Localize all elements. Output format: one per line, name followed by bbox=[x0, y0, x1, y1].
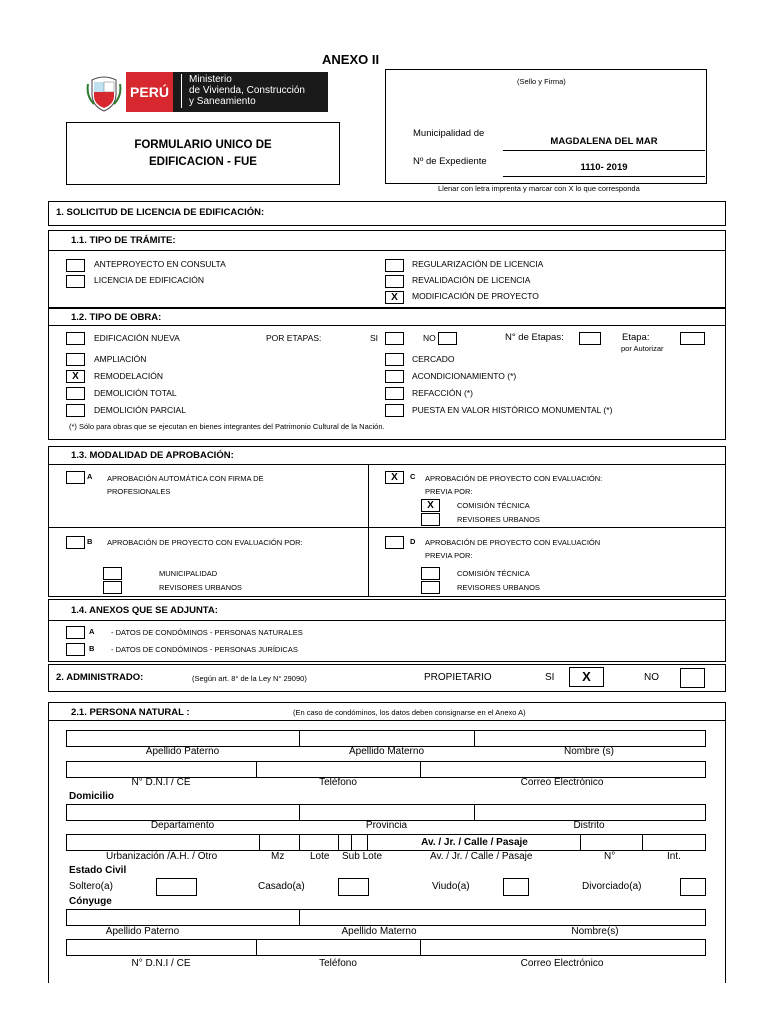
administrado-law: (Según art. 8° de la Ley N° 29090) bbox=[192, 674, 307, 683]
anexo-b-letter: B bbox=[89, 644, 95, 653]
tramite-modificacion-label: MODIFICACIÓN DE PROYECTO bbox=[412, 291, 539, 301]
conyuge-correo-input[interactable] bbox=[420, 939, 706, 956]
tramite-licencia-label: LICENCIA DE EDIFICACIÓN bbox=[94, 275, 205, 285]
estado-civil-label: Estado Civil bbox=[69, 865, 127, 876]
urbanizacion-input[interactable] bbox=[66, 834, 261, 851]
anexos-section bbox=[48, 599, 726, 662]
obra-title: 1.2. TIPO DE OBRA: bbox=[71, 312, 162, 323]
interior-label: Int. bbox=[667, 851, 681, 862]
modalidad-c-line-2: PREVIA POR: bbox=[425, 487, 473, 496]
tramite-section bbox=[48, 230, 726, 309]
conyuge-ap-materno-input[interactable] bbox=[299, 909, 706, 926]
soltero-checkbox[interactable] bbox=[156, 878, 197, 896]
propietario-si-label: SI bbox=[545, 672, 555, 683]
modalidad-b-municipalidad-label: MUNICIPALIDAD bbox=[159, 569, 218, 578]
lote-input[interactable] bbox=[299, 834, 340, 851]
tramite-revalidacion-checkbox[interactable] bbox=[385, 275, 404, 288]
propietario-no-checkbox[interactable] bbox=[680, 668, 705, 688]
dni-label: N° D.N.I / CE bbox=[131, 777, 191, 788]
conyuge-ap-paterno-input[interactable] bbox=[66, 909, 301, 926]
departamento-label: Departamento bbox=[150, 820, 215, 831]
section-1-header bbox=[48, 201, 726, 226]
telefono-label: Teléfono bbox=[319, 777, 357, 788]
etapas-no-label: NO bbox=[423, 333, 436, 343]
ap-materno-label: Apellido Materno bbox=[348, 746, 425, 757]
modalidad-d-letter: D bbox=[410, 537, 416, 546]
modalidad-a-checkbox[interactable] bbox=[66, 471, 85, 484]
obra-ampliacion-label: AMPLIACIÓN bbox=[94, 354, 147, 364]
telefono-input[interactable] bbox=[256, 761, 422, 778]
conyuge-dni-input[interactable] bbox=[66, 939, 258, 956]
via-input[interactable]: Av. / Jr. / Calle / Pasaje bbox=[367, 834, 582, 851]
anexo-a-checkbox[interactable] bbox=[66, 626, 85, 639]
modalidad-b-checkbox[interactable] bbox=[66, 536, 85, 549]
form-title-box bbox=[66, 122, 340, 185]
tramite-modificacion-checkbox[interactable]: X bbox=[385, 291, 404, 304]
form-title-line-1: FORMULARIO UNICO DE bbox=[134, 139, 272, 151]
etapas-no-checkbox[interactable] bbox=[438, 332, 457, 345]
modalidad-title: 1.3. MODALIDAD DE APROBACIÓN: bbox=[71, 450, 234, 461]
modalidad-b-municipalidad-checkbox[interactable] bbox=[103, 567, 122, 580]
tramite-anteproyecto-label: ANTEPROYECTO EN CONSULTA bbox=[94, 259, 226, 269]
ministry-banner bbox=[173, 72, 328, 112]
divorciado-label: Divorciado(a) bbox=[582, 881, 642, 892]
seal-label: (Sello y Firma) bbox=[517, 77, 566, 86]
etapa-label: Etapa: bbox=[622, 332, 650, 343]
persona-title: 2.1. PERSONA NATURAL : bbox=[71, 707, 190, 718]
expediente-value[interactable]: 1110- 2019 bbox=[580, 162, 628, 173]
numero-label: N° bbox=[604, 851, 616, 862]
obra-section bbox=[48, 307, 726, 440]
propietario-no-label: NO bbox=[644, 672, 659, 683]
modalidad-d-line-1: APROBACIÓN DE PROYECTO CON EVALUACIÓN bbox=[425, 538, 601, 547]
obra-ampliacion-checkbox[interactable] bbox=[66, 353, 85, 366]
interior-input[interactable] bbox=[642, 834, 706, 851]
obra-demolicion-total-checkbox[interactable] bbox=[66, 387, 85, 400]
ministry-line-3: y Saneamiento bbox=[189, 96, 256, 107]
modalidad-c-letter: C bbox=[410, 472, 416, 481]
viudo-label: Viudo(a) bbox=[432, 881, 470, 892]
soltero-label: Soltero(a) bbox=[69, 881, 113, 892]
form-title-line-2: EDIFICACION - FUE bbox=[149, 156, 257, 168]
propietario-label: PROPIETARIO bbox=[424, 672, 492, 683]
obra-demolicion-parcial-label: DEMOLICIÓN PARCIAL bbox=[94, 405, 186, 415]
por-autorizar-label: por Autorizar bbox=[621, 344, 664, 353]
anexo-b-checkbox[interactable] bbox=[66, 643, 85, 656]
provincia-input[interactable] bbox=[299, 804, 476, 821]
anexos-title: 1.4. ANEXOS QUE SE ADJUNTA: bbox=[71, 605, 218, 616]
casado-checkbox[interactable] bbox=[338, 878, 369, 896]
conyuge-telefono-label: Teléfono bbox=[319, 958, 357, 969]
modalidad-c-revisores-checkbox[interactable] bbox=[421, 513, 440, 526]
anexo-a-letter: A bbox=[89, 627, 95, 636]
nombres-input[interactable] bbox=[474, 730, 706, 747]
obra-cercado-checkbox[interactable] bbox=[385, 353, 404, 366]
nombres-label: Nombre (s) bbox=[563, 746, 614, 757]
num-etapas-label: N° de Etapas: bbox=[505, 332, 564, 343]
modalidad-b-revisores-checkbox[interactable] bbox=[103, 581, 122, 594]
modalidad-d-revisores-checkbox[interactable] bbox=[421, 581, 440, 594]
ministry-line-1: Ministerio bbox=[189, 74, 232, 85]
obra-puesta-en-valor-checkbox[interactable] bbox=[385, 404, 404, 417]
numero-input[interactable] bbox=[580, 834, 644, 851]
modalidad-d-checkbox[interactable] bbox=[385, 536, 404, 549]
correo-input[interactable] bbox=[420, 761, 706, 778]
modalidad-c-comision-label: COMISIÓN TÉCNICA bbox=[457, 501, 530, 510]
distrito-input[interactable] bbox=[474, 804, 706, 821]
lote-label: Lote bbox=[310, 851, 330, 862]
modalidad-d-comision-label: COMISIÓN TÉCNICA bbox=[457, 569, 530, 578]
modalidad-d-line-2: PREVIA POR: bbox=[425, 551, 473, 560]
anexo-a-text: - DATOS DE CONDÓMINOS - PERSONAS NATURALES bbox=[111, 628, 303, 637]
ministry-line-2: de Vivienda, Construcción bbox=[189, 85, 305, 96]
modalidad-c-line-1: APROBACIÓN DE PROYECTO CON EVALUACIÓN: bbox=[425, 474, 603, 483]
mz-label: Mz bbox=[271, 851, 285, 862]
modalidad-b-letter: B bbox=[87, 537, 93, 546]
etapas-si-checkbox[interactable] bbox=[385, 332, 404, 345]
casado-label: Casado(a) bbox=[258, 881, 305, 892]
obra-acondicionamiento-checkbox[interactable] bbox=[385, 370, 404, 383]
persona-note: (En caso de condóminos, los datos deben consignarse en el Anexo A) bbox=[293, 708, 526, 717]
conyuge-dni-label: N° D.N.I / CE bbox=[131, 958, 191, 969]
num-etapas-input[interactable] bbox=[579, 332, 601, 345]
provincia-label: Provincia bbox=[365, 820, 408, 831]
modalidad-section bbox=[48, 446, 726, 597]
obra-edificacion-nueva-checkbox[interactable] bbox=[66, 332, 85, 345]
tramite-anteproyecto-checkbox[interactable] bbox=[66, 259, 85, 272]
modalidad-a-line-1: APROBACIÓN AUTOMÁTICA CON FIRMA DE bbox=[107, 474, 264, 483]
administrado-section bbox=[48, 664, 726, 692]
peru-logo: PERÚ bbox=[126, 72, 173, 112]
obra-refaccion-checkbox[interactable] bbox=[385, 387, 404, 400]
modalidad-c-checkbox[interactable]: X bbox=[385, 471, 404, 484]
anexo-b-text: - DATOS DE CONDÓMINOS - PERSONAS JURÍDICAS bbox=[111, 645, 298, 654]
via-label: Av. / Jr. / Calle / Pasaje bbox=[430, 851, 533, 862]
section-1-title: 1. SOLICITUD DE LICENCIA DE EDIFICACIÓN: bbox=[56, 207, 265, 218]
tramite-regularizacion-checkbox[interactable] bbox=[385, 259, 404, 272]
obra-demolicion-parcial-checkbox[interactable] bbox=[66, 404, 85, 417]
seal-box bbox=[385, 69, 707, 184]
obra-refaccion-label: REFACCIÓN (*) bbox=[412, 388, 473, 398]
conyuge-ap-paterno-label: Apellido Paterno bbox=[105, 926, 180, 937]
ap-paterno-label: Apellido Paterno bbox=[145, 746, 220, 757]
conyuge-correo-label: Correo Electrónico bbox=[520, 958, 604, 969]
dni-input[interactable] bbox=[66, 761, 258, 778]
sublote-label: Sub Lote bbox=[342, 851, 383, 862]
conyuge-nombres-label: Nombre(s) bbox=[571, 926, 619, 937]
modalidad-c-revisores-label: REVISORES URBANOS bbox=[457, 515, 540, 524]
distrito-label: Distrito bbox=[573, 820, 605, 831]
ap-paterno-input[interactable] bbox=[66, 730, 301, 747]
etapas-si-label: SI bbox=[370, 333, 379, 343]
modalidad-c-comision-checkbox[interactable]: X bbox=[421, 499, 440, 512]
urbanizacion-label: Urbanización /A.H. / Otro bbox=[106, 851, 218, 862]
correo-label: Correo Electrónico bbox=[520, 777, 604, 788]
municipality-label: Municipalidad de bbox=[413, 128, 485, 139]
mz-input[interactable] bbox=[259, 834, 301, 851]
modalidad-a-letter: A bbox=[87, 472, 93, 481]
annex-title: ANEXO II bbox=[322, 52, 380, 67]
modalidad-d-comision-checkbox[interactable] bbox=[421, 567, 440, 580]
etapa-input[interactable] bbox=[680, 332, 705, 345]
departamento-input[interactable] bbox=[66, 804, 301, 821]
ap-materno-input[interactable] bbox=[299, 730, 476, 747]
coat-of-arms-icon bbox=[86, 74, 122, 112]
administrado-title: 2. ADMINISTRADO: bbox=[56, 672, 144, 683]
domicilio-label: Domicilio bbox=[69, 791, 115, 802]
conyuge-telefono-input[interactable] bbox=[256, 939, 422, 956]
expediente-label: Nº de Expediente bbox=[413, 156, 487, 167]
propietario-si-checkbox[interactable]: X bbox=[569, 667, 604, 687]
tramite-revalidacion-label: REVALIDACIÓN DE LICENCIA bbox=[412, 275, 531, 285]
municipality-value[interactable]: MAGDALENA DEL MAR bbox=[550, 136, 658, 147]
obra-remodelacion-checkbox[interactable]: X bbox=[66, 370, 85, 383]
obra-puesta-en-valor-label: PUESTA EN VALOR HISTÓRICO MONUMENTAL (*) bbox=[412, 405, 613, 415]
viudo-checkbox[interactable] bbox=[503, 878, 529, 896]
por-etapas-label: POR ETAPAS: bbox=[266, 333, 322, 343]
modalidad-b-revisores-label: REVISORES URBANOS bbox=[159, 583, 242, 592]
obra-cercado-label: CERCADO bbox=[412, 354, 455, 364]
obra-demolicion-total-label: DEMOLICIÓN TOTAL bbox=[94, 388, 177, 398]
obra-note: (*) Sólo para obras que se ejecutan en bienes integrantes del Patrimonio Cultural de la Nación. bbox=[69, 422, 385, 431]
conyuge-label: Cónyuge bbox=[69, 896, 112, 907]
modalidad-d-revisores-label: REVISORES URBANOS bbox=[457, 583, 540, 592]
obra-edificacion-nueva-label: EDIFICACIÓN NUEVA bbox=[94, 333, 180, 343]
tramite-regularizacion-label: REGULARIZACIÓN DE LICENCIA bbox=[412, 259, 544, 269]
conyuge-ap-materno-label: Apellido Materno bbox=[341, 926, 417, 937]
modalidad-b-line-1: APROBACIÓN DE PROYECTO CON EVALUACIÓN POR: bbox=[107, 538, 303, 547]
obra-remodelacion-label: REMODELACIÓN bbox=[94, 371, 163, 381]
tramite-licencia-checkbox[interactable] bbox=[66, 275, 85, 288]
instruction-text: Llenar con letra imprenta y marcar con X lo que corresponda bbox=[438, 184, 640, 193]
divorciado-checkbox[interactable] bbox=[680, 878, 706, 896]
obra-acondicionamiento-label: ACONDICIONAMIENTO (*) bbox=[412, 371, 517, 381]
tramite-title: 1.1. TIPO DE TRÁMITE: bbox=[71, 235, 176, 246]
modalidad-a-line-2: PROFESIONALES bbox=[107, 487, 171, 496]
